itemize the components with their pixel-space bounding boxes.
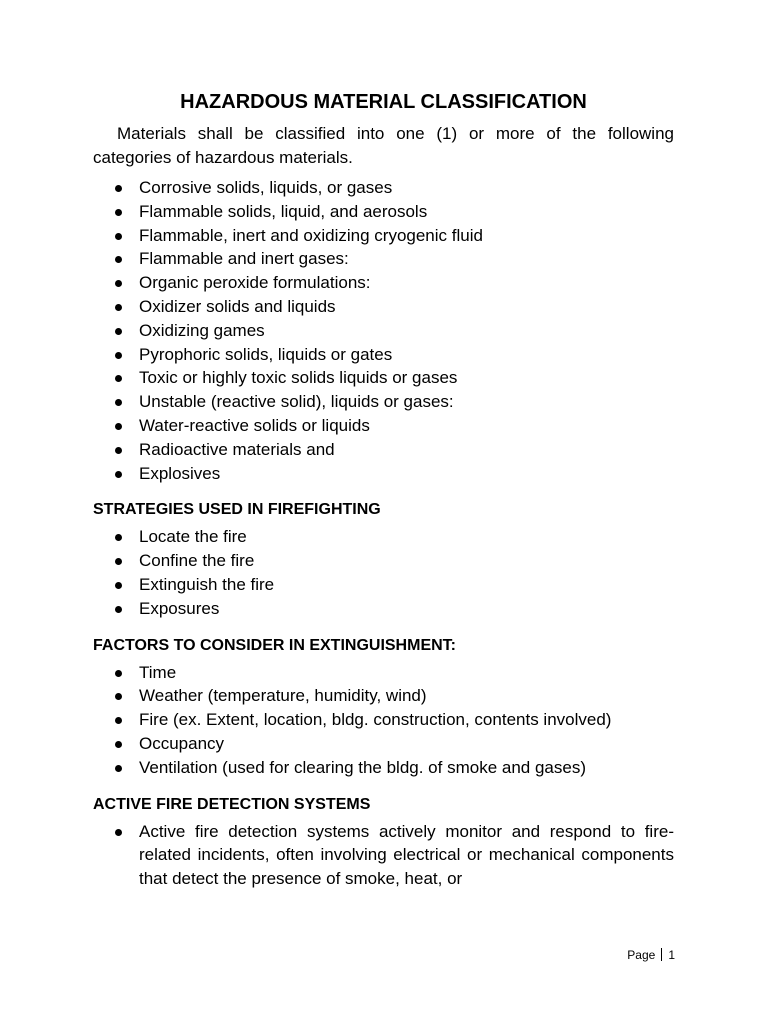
list-item: Organic peroxide formulations: <box>93 271 674 295</box>
list-item: Explosives <box>93 462 674 486</box>
bullet-icon <box>115 328 122 335</box>
page-number: 1 <box>668 948 675 962</box>
bullet-icon <box>115 233 122 240</box>
section-heading-detection: ACTIVE FIRE DETECTION SYSTEMS <box>93 795 371 813</box>
list-item: Active fire detection systems actively monitor and respond to fire-related incidents, often involving electrical or mechanical components that detect the presence of smoke, heat, or <box>93 820 674 891</box>
list-item: Oxidizing games <box>93 319 674 343</box>
bullet-icon <box>115 399 122 406</box>
divider <box>661 948 662 961</box>
list-item: Fire (ex. Extent, location, bldg. construction, contents involved) <box>93 708 674 732</box>
bullet-icon <box>115 209 122 216</box>
list-item: Weather (temperature, humidity, wind) <box>93 684 674 708</box>
list-item: Water-reactive solids or liquids <box>93 414 674 438</box>
bullet-icon <box>115 352 122 359</box>
list-item: Toxic or highly toxic solids liquids or gases <box>93 366 674 390</box>
strategies-list <box>93 525 674 620</box>
bullet-icon <box>115 304 122 311</box>
bullet-icon <box>115 606 122 613</box>
section-heading-strategies: STRATEGIES USED IN FIREFIGHTING <box>93 501 381 519</box>
hazard-categories-list <box>93 176 674 485</box>
list-item: Ventilation (used for clearing the bldg. of smoke and gases) <box>93 756 674 780</box>
bullet-icon <box>115 375 122 382</box>
list-item: Unstable (reactive solid), liquids or gases: <box>93 390 674 414</box>
list-item: Flammable solids, liquid, and aerosols <box>93 200 674 224</box>
bullet-icon <box>115 534 122 541</box>
section-heading-factors: FACTORS TO CONSIDER IN EXTINGUISHMENT: <box>93 636 456 654</box>
bullet-icon <box>115 185 122 192</box>
document-title: HAZARDOUS MATERIAL CLASSIFICATION <box>180 91 587 113</box>
list-item: Corrosive solids, liquids, or gases <box>93 176 674 200</box>
factors-list <box>93 661 674 780</box>
list-item: Flammable, inert and oxidizing cryogenic fluid <box>93 224 674 248</box>
list-item: Locate the fire <box>93 525 674 549</box>
list-item: Oxidizer solids and liquids <box>93 295 674 319</box>
list-item: Time <box>93 661 674 685</box>
detection-list <box>93 820 674 891</box>
page-footer <box>627 947 675 963</box>
list-item: Radioactive materials and <box>93 438 674 462</box>
list-item: Confine the fire <box>93 549 674 573</box>
bullet-icon <box>115 670 122 677</box>
bullet-icon <box>115 765 122 772</box>
list-item: Occupancy <box>93 732 674 756</box>
bullet-icon <box>115 582 122 589</box>
bullet-icon <box>115 741 122 748</box>
bullet-icon <box>115 471 122 478</box>
bullet-icon <box>115 558 122 565</box>
bullet-icon <box>115 256 122 263</box>
bullet-icon <box>115 693 122 700</box>
document-page <box>93 88 674 891</box>
bullet-icon <box>115 447 122 454</box>
bullet-icon <box>115 423 122 430</box>
intro-paragraph: Materials shall be classified into one (1) or more of the following categories of hazardous materials. <box>93 124 674 167</box>
list-item: Flammable and inert gases: <box>93 247 674 271</box>
page-label: Page <box>627 948 656 962</box>
list-item: Pyrophoric solids, liquids or gates <box>93 343 674 367</box>
list-item: Extinguish the fire <box>93 573 674 597</box>
bullet-icon <box>115 280 122 287</box>
bullet-icon <box>115 717 122 724</box>
bullet-icon <box>115 829 122 836</box>
list-item: Exposures <box>93 597 674 621</box>
